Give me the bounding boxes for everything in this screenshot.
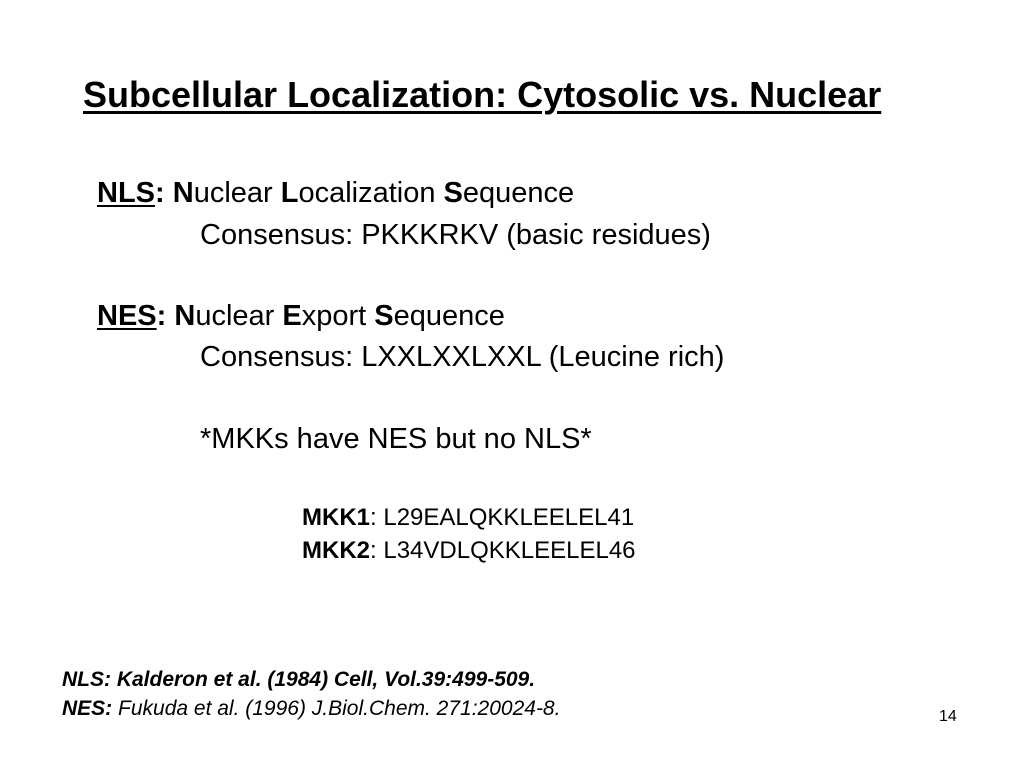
nes-colon: :	[156, 300, 167, 332]
reference-nes-text: Fukuda et al. (1996) J.Biol.Chem. 271:20024-8.	[112, 697, 561, 720]
nls-l-letter: L	[280, 177, 299, 209]
reference-nls: NLS: Kalderon et al. (1984) Cell, Vol.39:499-509.	[62, 668, 536, 691]
nls-s-rest: equence	[462, 177, 575, 209]
nls-n-letter: N	[172, 177, 194, 209]
reference-nes	[62, 696, 560, 722]
nls-s-letter: S	[443, 177, 463, 209]
mkk2-sequence: : L34VDLQKKLEELEL46	[370, 537, 636, 564]
mkk2-name: MKK2	[302, 537, 371, 564]
mkk2-sequence-line	[302, 537, 636, 565]
nes-consensus: Consensus: LXXLXXLXXL (Leucine rich)	[200, 341, 725, 373]
nls-n-rest: uclear	[193, 177, 281, 209]
slide-title: Subcellular Localization: Cytosolic vs. Nuclear	[83, 74, 882, 115]
nls-l-rest: ocalization	[298, 177, 444, 209]
nls-abbreviation: NLS	[97, 177, 155, 209]
nes-n-rest: uclear	[195, 300, 283, 332]
nes-s-rest: equence	[393, 300, 505, 332]
nls-consensus: Consensus: PKKKRKV (basic residues)	[200, 219, 711, 251]
nes-n-letter: N	[174, 300, 196, 332]
mkk-note: *MKKs have NES but no NLS*	[200, 423, 592, 455]
reference-nes-label: NES:	[62, 697, 113, 720]
nes-e-letter: E	[282, 300, 302, 332]
page-number: 14	[939, 708, 957, 725]
nls-definition	[97, 176, 574, 210]
mkk1-sequence: : L29EALQKKLEELEL41	[370, 504, 635, 531]
nes-e-rest: xport	[301, 300, 375, 332]
mkk1-sequence-line	[302, 504, 634, 532]
nes-definition	[97, 299, 505, 333]
nes-abbreviation: NES	[97, 300, 157, 332]
nls-colon: :	[155, 177, 165, 209]
nes-s-letter: S	[374, 300, 394, 332]
mkk1-name: MKK1	[302, 504, 371, 531]
